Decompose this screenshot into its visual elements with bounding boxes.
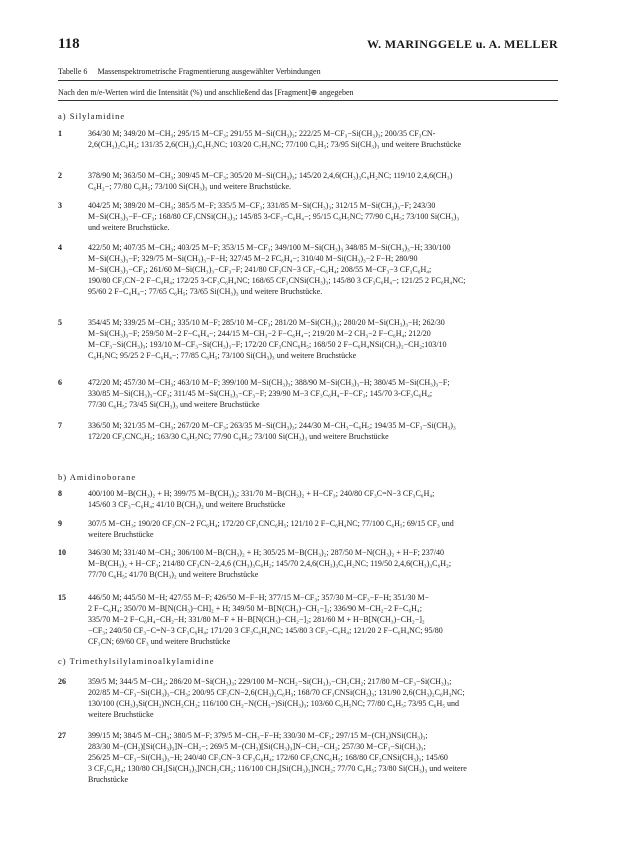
- section-heading: [58, 111, 125, 121]
- fragment-line: 2 F−C₆H₄; 350/70 M−B[N(CH₃)−CH]₂ + H; 349/50 M−B[N(CH₃)−CH₂−]₂; 336/90 M−CH₂−2 F−C₆H₄;: [88, 604, 422, 613]
- compound-entry: [58, 730, 558, 785]
- fragment-line: 335/70 M−2 F−C₆H₄−CH₂−H; 331/80 M−F + H−B[N(CH₃)−CH₂−]₂; 281/60 M + H−B[N(CH₃)−CH₂−]₂: [88, 615, 425, 624]
- fragment-line: 130/100 (CH₃)₃Si(CH₂)NCH₂CH₂; 116/100 CH₂−N(CH₃−)Si(CH₃)₃; 103/60 C₆H₅NC; 77/80 C₆H₅; 73/95 C₆H₅ und: [88, 699, 460, 708]
- compound-number: 15: [58, 593, 66, 602]
- compound-number: 1: [58, 129, 62, 138]
- table-header-rule: [58, 100, 558, 101]
- compound-number: 5: [58, 318, 62, 327]
- fragment-line: 330/85 M−Si(CH₃)₃−CF₃; 311/45 M−Si(CH₃)₃−CF₃−F; 239/90 M−3 CF₃C₆H₄−F−CF₃; 145/70 3-CF₃C₆H₄;: [88, 389, 433, 398]
- fragment-line: M−Si(CH₃)₃−F; 259/50 M−2 F−C₆H₄−; 244/15 M−CH₃−2 F−C₆H₄−; 219/20 M−2 CH₃−2 F−C₆H₄; 212/20: [88, 329, 431, 338]
- fragment-line: C₆H₅NC; 95/25 2 F−C₆H₄−; 77/85 C₆H₅; 73/100 Si(CH₃)₃ und weitere Bruchstücke: [88, 351, 357, 360]
- table-top-rule: [58, 80, 558, 81]
- fragment-line: Bruchstücke: [88, 775, 128, 784]
- fragment-line: 202/85 M−CF₃−Si(CH₃)₃−CH₃; 200/95 CF₃CN−2,6(CH₃)₂C₆H₃; 168/70 CF₃CNSi(CH₃)₃; 131/90 2,6(CH₃)₂C₆H₃NC;: [88, 688, 465, 697]
- running-head-authors: W. MARINGGELE u. A. MELLER: [366, 37, 558, 51]
- compound-number: 27: [58, 731, 66, 740]
- page-header: [58, 36, 558, 56]
- fragment-line: C₆H₂−; 77/80 C₆H₅; 73/100 Si(CH₃)₃ und weitere Bruchstücke.: [88, 182, 292, 191]
- fragment-line: 190/80 CF₃CN−2 F−C₆H₄; 172/25 3-CF₃C₆H₄NC; 168/65 CF₃CNSi(CH₃)₃; 145/80 3 CF₃C₆H₄−; 121/25 2 FC₆H₄NC;: [88, 276, 466, 285]
- section-label: b) Amidinoborane: [58, 472, 137, 482]
- fragment-list: [88, 242, 558, 297]
- compound-number: 8: [58, 489, 62, 498]
- table-note: Nach den m/e-Werten wird die Intensität (%) und anschließend das [Fragment]⊕ angegeben: [58, 88, 354, 97]
- compound-entry: [58, 317, 558, 361]
- compound-entry: [58, 200, 558, 233]
- compound-entry: [58, 676, 558, 720]
- compound-entry: [58, 488, 558, 510]
- section-label: a) Silylamidine: [58, 111, 126, 121]
- compound-entry: [58, 242, 558, 297]
- fragment-list: [88, 488, 558, 510]
- fragment-line: weitere Bruchstücke: [88, 530, 154, 539]
- compound-number: 26: [58, 677, 66, 686]
- fragment-list: [88, 547, 558, 580]
- compound-entry: [58, 518, 558, 540]
- fragment-list: [88, 128, 558, 150]
- fragment-line: 95/60 2 F−C₆H₄−; 77/65 C₆H₅; 73/65 Si(CH₃)₃ und weitere Bruchstücke.: [88, 287, 323, 296]
- fragment-line: 145/60 3 CF₃−C₆H₄; 41/10 B(CH₃)₂ und weitere Bruchstücke: [88, 500, 286, 509]
- fragment-line: 3 CF₃C₆H₄; 130/80 CH₂[Si(CH₃)₃]NCH₂CH₂; 116/100 CH₂[Si(CH₃)₃]NCH₂; 77/70 C₆H₅; 73/80 Si(CH₃)₃ und weitere: [88, 764, 467, 773]
- fragment-line: M−Si(CH₃)₃−F; 329/75 M−Si(CH₃)₃−F−H; 327/45 M−2 FC₆H₄−; 310/40 M−Si(CH₃)₃−2 F−H; 280/90: [88, 254, 418, 263]
- fragment-list: [88, 676, 558, 720]
- fragment-line: 307/5 M−CH₃; 190/20 CF₃CN−2 FC₆H₄; 172/20 CF₃CNC₆H₅; 121/10 2 F−C₆H₄NC; 77/100 C₆H₅; 69/15 CF₃ und: [88, 519, 454, 528]
- fragment-list: [88, 317, 558, 361]
- fragment-line: M−CF₃−Si(CH₃)₃; 193/10 M−CF₃−Si(CH₃)₃−F; 172/20 CF₃CNC₆H₅; 168/50 2 F−C₆H₄NSi(CH₃)₂−CH₂;103/10: [88, 340, 447, 349]
- fragment-line: 256/25 M−CF₃−Si(CH₃)₃−H; 240/40 CF₃CN−3 CF₃C₆H₄; 172/60 CF₃CNC₆H₅; 168/80 CF₃CNSi(CH₃)₃; 145/60: [88, 753, 448, 762]
- fragment-list: [88, 200, 558, 233]
- fragment-line: 172/20 CF₃CNC₆H₅; 163/30 C₆H₅NC; 77/90 C₆H₅; 73/100 Si(CH₃)₃ und weitere Bruchstücke: [88, 432, 389, 441]
- section-heading: [58, 656, 215, 666]
- fragment-line: weitere Bruchstücke: [88, 710, 154, 719]
- compound-number: 10: [58, 548, 66, 557]
- compound-number: 6: [58, 378, 62, 387]
- compound-entry: [58, 420, 558, 442]
- page-number: 118: [58, 36, 80, 52]
- fragment-line: M−Si(CH₃)₃−CF₃; 261/60 M−Si(CH₃)₃−CF₃−F; 241/80 CF₃CN−3 CF₃−C₆H₄; 208/55 M−CF₃−3 CF₃C₆H₄;: [88, 265, 432, 274]
- fragment-line: 404/25 M; 389/20 M−CH₃; 385/5 M−F; 335/5 M−CF₃; 331/85 M−Si(CH₃)₃; 312/15 M−Si(CH₃)₃−F; 243/30: [88, 201, 436, 210]
- fragment-line: 77/30 C₆H₅; 73/45 Si(CH₃)₃ und weitere Bruchstücke: [88, 400, 260, 409]
- fragment-list: [88, 592, 558, 647]
- section-label: c) Trimethylsilylaminoalkylamidine: [58, 656, 215, 666]
- table-caption: [58, 67, 321, 76]
- fragment-line: 399/15 M; 384/5 M−CH₃; 380/5 M−F; 379/5 M−CH₃−F−H; 330/30 M−CF₃; 297/15 M−(CH₂)NSi(CH₃)₃;: [88, 731, 428, 740]
- fragment-line: 364/30 M; 349/20 M−CH₃; 295/15 M−CF₃; 291/55 M−Si(CH₃)₃; 222/25 M−CF₃−Si(CH₃)₃; 200/35 CF₃CN-: [88, 129, 436, 138]
- fragment-line: 283/30 M−(CH₂)[Si(CH₃)₃]N−CH₂−; 269/5 M−(CH₃)[Si(CH₃)₃]N−CH₂−CH₂; 257/30 M−CF₃−Si(CH₃)₃;: [88, 742, 426, 751]
- fragment-line: M−Si(CH₃)₃−F−CF₃; 168/80 CF₃CNSi(CH₃)₃; 145/85 3-CF₃−C₆H₄−; 95/15 C₆H₅NC; 77/90 C₆H₅; 73/100 Si(CH₃)₃: [88, 212, 460, 221]
- compound-number: 2: [58, 171, 62, 180]
- fragment-line: 354/45 M; 339/25 M−CH₃; 335/10 M−F; 285/10 M−CF₃; 281/20 M−Si(CH₃)₃; 280/20 M−Si(CH₃)₃−H; 262/30: [88, 318, 445, 327]
- fragment-list: [88, 518, 558, 540]
- section-heading: [58, 472, 136, 482]
- fragment-line: −CF₃; 240/50 CF₃−C=N−3 CF₃C₆H₄; 171/20 3 CF₃C₆H₄NC; 145/80 3 CF₃−C₆H₄; 121/20 2 F−C₆H₄NC; 95/80: [88, 626, 443, 635]
- fragment-line: 359/5 M; 344/5 M−CH₃; 286/20 M−Si(CH₃)₃; 229/100 M−NCH₂−Si(CH₃)₃−CH₂CH₂; 217/80 M−CF₃−Si(CH₃)₃;: [88, 677, 452, 686]
- compound-number: 7: [58, 421, 62, 430]
- fragment-line: M−B(CH₃)₂ + H−CF₃; 214/80 CF₃CN−2,4,6 (CH₃)₃C₆H₂; 145/70 2,4,6(CH₃)₃C₆H₂NC; 119/50 2,4,6(CH₃)₃C₆H₂;: [88, 559, 452, 568]
- compound-entry: [58, 547, 558, 580]
- fragment-list: [88, 730, 558, 785]
- fragment-list: [88, 420, 558, 442]
- fragment-list: [88, 170, 558, 192]
- table-caption-label: Tabelle 6: [58, 67, 88, 76]
- table-caption-text: Massenspektrometrische Fragmentierung ausgewählter Verbindungen: [97, 67, 321, 76]
- compound-number: 4: [58, 243, 62, 252]
- fragment-line: 422/50 M; 407/35 M−CH₃; 403/25 M−F; 353/15 M−CF₃; 349/100 M−Si(CH₃)₃ 348/85 M−Si(CH₃)₃−H; 330/100: [88, 243, 451, 252]
- fragment-line: 77/70 C₆H₅; 41/70 B(CH₃)₂ und weitere Bruchstücke: [88, 570, 259, 579]
- fragment-line: und weitere Bruchstücke.: [88, 223, 170, 232]
- compound-number: 9: [58, 519, 62, 528]
- compound-number: 3: [58, 201, 62, 210]
- compound-entry: [58, 128, 558, 150]
- fragment-line: 446/50 M; 445/50 M−H; 427/55 M−F; 426/50 M−F−H; 377/15 M−CF₃; 357/30 M−CF₃−F−H; 351/30 M−: [88, 593, 430, 602]
- fragment-line: 400/100 M−B(CH₃)₂ + H; 399/75 M−B(CH₃)₂; 331/70 M−B(CH₃)₂ + H−CF₃; 240/80 CF₃C=N−3 CF₃C₆H₄;: [88, 489, 435, 498]
- fragment-line: 346/30 M; 331/40 M−CH₃; 306/100 M−B(CH₃)₂ + H; 305/25 M−B(CH₃)₂; 287/50 M−N(CH₃)₂ + H−F; 237/40: [88, 548, 445, 557]
- fragment-line: 336/50 M; 321/35 M−CH₃; 267/20 M−CF₃; 263/35 M−Si(CH₃)₃; 244/30 M−CH₃−C₆H₅; 194/35 M−CF₃−Si(CH₃)₃: [88, 421, 456, 430]
- fragment-line: 472/20 M; 457/30 M−CH₃; 463/10 M−F; 399/100 M−Si(CH₃)₃; 388/90 M−Si(CH₃)₃−H; 380/45 M−Si(CH₃)₃−F;: [88, 378, 450, 387]
- compound-entry: [58, 170, 558, 192]
- fragment-list: [88, 377, 558, 410]
- compound-entry: [58, 592, 558, 647]
- fragment-line: 378/90 M; 363/50 M−CH₃; 309/45 M−CF₃; 305/20 M−Si(CH₃)₃; 145/20 2,4,6(CH₃)₃C₆H₂NC; 119/10 2,4,6(CH₃): [88, 171, 453, 180]
- compound-entry: [58, 377, 558, 410]
- fragment-line: 2,6(CH₃)₂C₆H₃; 131/35 2,6(CH₃)₂C₆H₃NC; 103/20 C₇H₅NC; 77/100 C₆H₅; 73/95 Si(CH₃)₃ und weitere Bruchstücke: [88, 140, 462, 149]
- fragment-line: CF₃CN; 69/60 CF₃ und weitere Bruchstücke: [88, 637, 231, 646]
